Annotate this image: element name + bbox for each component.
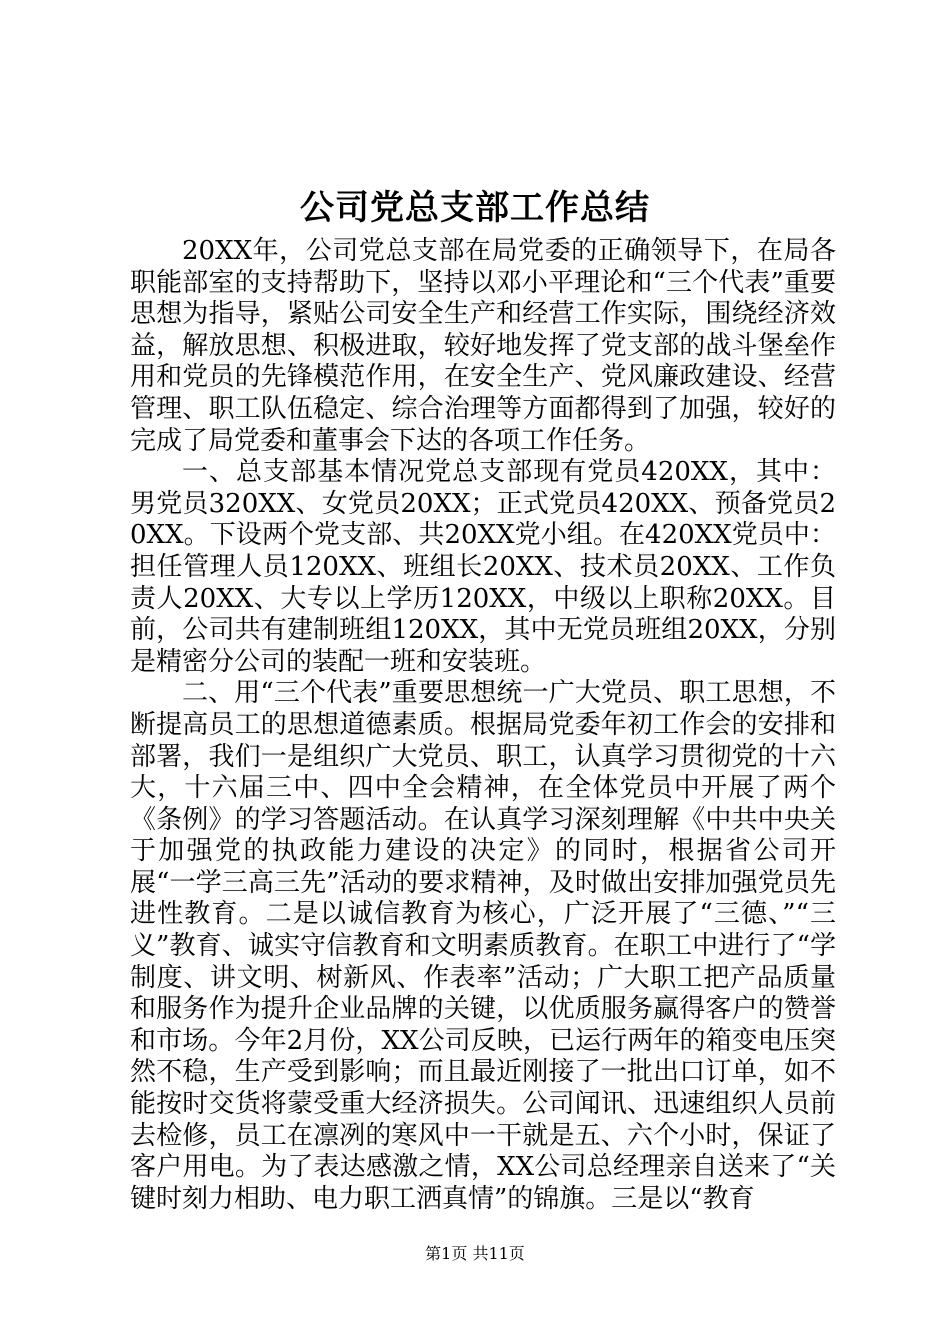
paragraph-section-2: 二、用“三个代表”重要思想统一广大党员、职工思想，不断提高员工的思想道德素质。根据局党委年初工作会的安排和部署，我们一是组织广大党员、职工，认真学习贯彻党的十六大，十六届三中、四中全会精神，在全体党员中开展了两个《条例》的学习答题活动。在认真学习深刻理解《中共中央关于加强党的执政能力建设的决定》的同时，根据省公司开展“一学三高三先”活动的要求精神，及时做出安排加强党员先进性教育。二是以诚信教育为核心，广泛开展了“三德、”“三义”教育、诚实守信教育和文明素质教育。在职工中进行了“学制度、讲文明、树新风、作表率”活动；广大职工把产品质量和服务作为提升企业品牌的关键，以优质服务赢得客户的赞誉和市场。今年2月份，XX公司反映，已运行两年的箱变电压突然不稳，生产受到影响；而且最近刚接了一批出口订单，如不能按时交货将蒙受重大经济损失。公司闻讯、迅速组织人员前去检修，员工在凛冽的寒风中一干就是五、六个小时，保证了客户用电。为了表达感激之情，XX公司总经理亲自送来了“关键时刻力相助、电力职工洒真情”的锦旗。三是以“教育 bbox=[130, 678, 836, 1214]
paragraph-intro: 20XX年，公司党总支部在局党委的正确领导下，在局各职能部室的支持帮助下，坚持以邓小平理论和“三个代表”重要思想为指导，紧贴公司安全生产和经营工作实际，围绕经济效益，解放思想、积极进取，较好地发挥了党支部的战斗堡垒作用和党员的先锋模范作用，在安全生产、党风廉政建设、经营管理、职工队伍稳定、综合治理等方面都得到了加强，较好的完成了局党委和董事会下达的各项工作任务。 bbox=[130, 236, 836, 456]
document-title: 公司党总支部工作总结 bbox=[300, 188, 650, 228]
document-body bbox=[130, 236, 836, 1215]
page-number-footer: 第1页 共11页 bbox=[425, 1244, 525, 1263]
paragraph-section-1: 一、总支部基本情况党总支部现有党员420XX，其中：男党员320XX、女党员20XX；正式党员420XX、预备党员20XX。下设两个党支部、共20XX党小组。在420XX党员中：担任管理人员120XX、班组长20XX、技术员20XX、工作负责人20XX、大专以上学历120XX，中级以上职称20XX。目前，公司共有建制班组120XX，其中无党员班组20XX，分别是精密分公司的装配一班和安装班。 bbox=[130, 457, 836, 677]
